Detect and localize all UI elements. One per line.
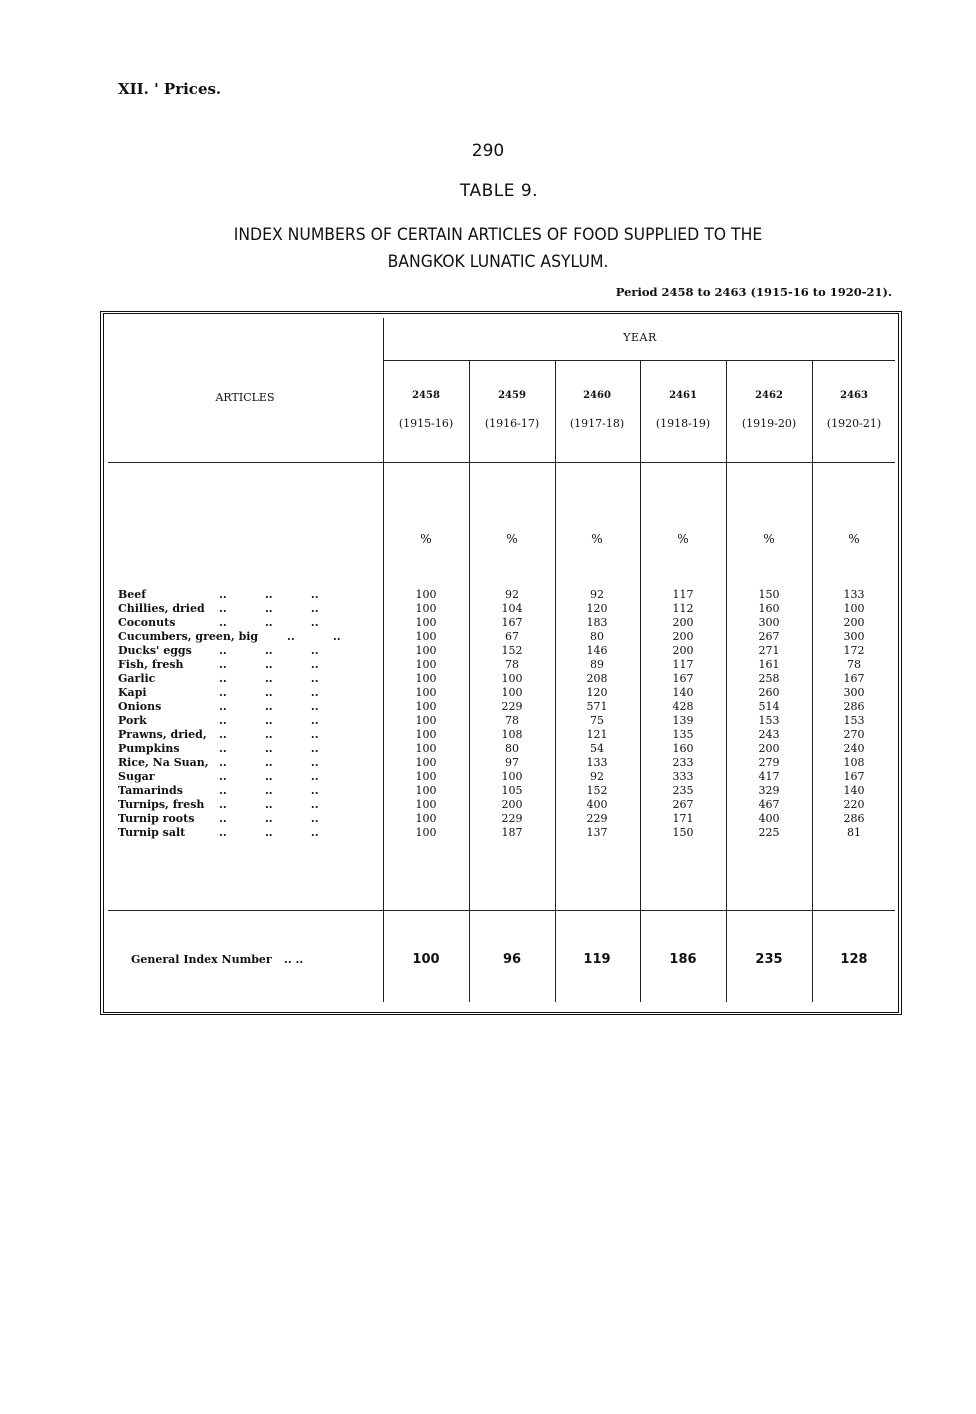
table-cell: 229 <box>501 700 523 713</box>
table-cell: 167 <box>843 672 865 685</box>
row-label: Ducks' eggs <box>118 644 192 657</box>
percent-unit: % <box>763 532 775 546</box>
row-label: Tamarinds <box>118 784 183 797</box>
table-cell: 240 <box>843 742 865 755</box>
table-cell: 229 <box>501 812 523 825</box>
table-cell: 171 <box>672 812 694 825</box>
table-cell: 220 <box>843 798 865 811</box>
row-label: Turnip roots <box>118 812 195 825</box>
year-header: YEAR <box>623 331 657 344</box>
table-cell: 100 <box>415 602 437 615</box>
row-label: Turnip salt <box>118 826 186 839</box>
table-cell: 135 <box>672 728 694 741</box>
table-cell: 78 <box>505 714 519 727</box>
row-leader-dots: .. .. .. <box>219 672 319 685</box>
table-cell: 208 <box>586 672 608 685</box>
row-leader-dots: .. .. .. <box>219 784 319 797</box>
title-line-1: INDEX NUMBERS OF CERTAIN ARTICLES OF FOOD SUPPLIED TO THE <box>233 225 763 245</box>
table-cell: 200 <box>672 644 694 657</box>
table-cell: 81 <box>847 826 861 839</box>
table-cell: 100 <box>415 728 437 741</box>
row-label: Fish, fresh <box>118 658 184 671</box>
year-be-label: 2462 <box>755 390 783 401</box>
row-label: Cucumbers, green, big <box>118 630 259 643</box>
table-cell: 200 <box>843 616 865 629</box>
row-leader-dots: .. .. .. <box>219 602 319 615</box>
table-cell: 54 <box>590 742 604 755</box>
table-cell: 100 <box>415 616 437 629</box>
table-cell: 225 <box>758 826 780 839</box>
table-cell: 229 <box>586 812 608 825</box>
general-index-dots: .. .. <box>284 953 304 966</box>
table-cell: 67 <box>505 630 519 643</box>
year-be-label: 2458 <box>412 390 440 401</box>
row-leader-dots: .. .. .. <box>219 714 319 727</box>
table-cell: 100 <box>415 588 437 601</box>
table-cell: 100 <box>415 798 437 811</box>
general-index-cell: 128 <box>840 952 868 967</box>
table-cell: 78 <box>847 658 861 671</box>
table-cell: 260 <box>758 686 780 699</box>
table-cell: 271 <box>758 644 780 657</box>
table-cell: 100 <box>501 686 523 699</box>
row-label: Pumpkins <box>118 742 180 755</box>
table-cell: 167 <box>501 616 523 629</box>
row-label: Onions <box>118 700 162 713</box>
table-cell: 286 <box>843 700 865 713</box>
row-leader-dots: .. .. .. <box>219 728 319 741</box>
table-cell: 153 <box>843 714 865 727</box>
table-cell: 104 <box>501 602 523 615</box>
table-cell: 161 <box>758 658 780 671</box>
table-cell: 400 <box>586 798 608 811</box>
table-cell: 92 <box>590 588 604 601</box>
table-cell: 243 <box>758 728 780 741</box>
table-cell: 120 <box>586 686 608 699</box>
table-cell: 270 <box>843 728 865 741</box>
row-label: Prawns, dried, <box>118 728 207 741</box>
row-leader-dots: .. .. <box>287 630 341 643</box>
table-cell: 258 <box>758 672 780 685</box>
general-index-cell: 119 <box>583 952 611 967</box>
table-cell: 139 <box>672 714 694 727</box>
page-number: 290 <box>471 141 505 161</box>
row-leader-dots: .. .. .. <box>219 658 319 671</box>
table-cell: 120 <box>586 602 608 615</box>
table-cell: 417 <box>758 770 780 783</box>
year-column-divider <box>555 361 556 1002</box>
row-label: Pork <box>118 714 147 727</box>
row-leader-dots: .. .. .. <box>219 798 319 811</box>
table-cell: 137 <box>586 826 608 839</box>
year-ce-label: (1916-17) <box>484 417 540 430</box>
table-cell: 200 <box>501 798 523 811</box>
table-cell: 100 <box>415 742 437 755</box>
percent-unit: % <box>591 532 603 546</box>
row-label: Turnips, fresh <box>118 798 205 811</box>
table-cell: 150 <box>758 588 780 601</box>
table-cell: 100 <box>415 826 437 839</box>
table-cell: 183 <box>586 616 608 629</box>
table-cell: 150 <box>672 826 694 839</box>
row-leader-dots: .. .. .. <box>219 700 319 713</box>
year-ce-label: (1920-21) <box>826 417 882 430</box>
table-cell: 100 <box>415 770 437 783</box>
table-cell: 117 <box>672 658 694 671</box>
row-label: Garlic <box>118 672 156 685</box>
row-leader-dots: .. .. .. <box>219 686 319 699</box>
body-rule <box>108 910 895 911</box>
table-cell: 200 <box>672 616 694 629</box>
year-column-divider <box>469 361 470 1002</box>
row-leader-dots: .. .. .. <box>219 812 319 825</box>
row-label: Coconuts <box>118 616 176 629</box>
table-cell: 200 <box>672 630 694 643</box>
table-cell: 160 <box>672 742 694 755</box>
row-leader-dots: .. .. .. <box>219 644 319 657</box>
table-cell: 100 <box>415 630 437 643</box>
row-leader-dots: .. .. .. <box>219 588 319 601</box>
table-cell: 100 <box>415 672 437 685</box>
year-be-label: 2463 <box>840 390 868 401</box>
table-cell: 286 <box>843 812 865 825</box>
table-cell: 187 <box>501 826 523 839</box>
table-cell: 300 <box>843 686 865 699</box>
table-cell: 100 <box>501 672 523 685</box>
row-leader-dots: .. .. .. <box>219 616 319 629</box>
table-cell: 146 <box>586 644 608 657</box>
section-heading: XII. ' Prices. <box>118 80 222 98</box>
table-cell: 78 <box>505 658 519 671</box>
year-ce-label: (1919-20) <box>741 417 797 430</box>
row-leader-dots: .. .. .. <box>219 826 319 839</box>
table-cell: 100 <box>415 644 437 657</box>
table-cell: 117 <box>672 588 694 601</box>
table-number: TABLE 9. <box>459 181 539 201</box>
table-cell: 233 <box>672 756 694 769</box>
year-column-divider <box>726 361 727 1002</box>
table-cell: 92 <box>590 770 604 783</box>
table-cell: 100 <box>415 784 437 797</box>
header-rule <box>108 462 895 463</box>
table-cell: 112 <box>672 602 694 615</box>
table-cell: 333 <box>672 770 694 783</box>
table-cell: 329 <box>758 784 780 797</box>
table-cell: 133 <box>586 756 608 769</box>
table-cell: 80 <box>505 742 519 755</box>
general-index-cell: 100 <box>412 952 440 967</box>
table-cell: 121 <box>586 728 608 741</box>
general-index-cell: 96 <box>502 952 522 967</box>
table-cell: 267 <box>672 798 694 811</box>
table-cell: 514 <box>758 700 780 713</box>
table-cell: 100 <box>415 700 437 713</box>
table-cell: 200 <box>758 742 780 755</box>
table-cell: 400 <box>758 812 780 825</box>
table-title <box>178 222 818 276</box>
row-label: Rice, Na Suan, <box>118 756 209 769</box>
year-column-divider <box>812 361 813 1002</box>
table-cell: 167 <box>672 672 694 685</box>
table-cell: 140 <box>843 784 865 797</box>
table-cell: 100 <box>415 812 437 825</box>
year-ce-label: (1917-18) <box>569 417 625 430</box>
table-cell: 172 <box>843 644 865 657</box>
articles-divider <box>383 318 384 1002</box>
table-cell: 428 <box>672 700 694 713</box>
general-index-cell: 235 <box>755 952 783 967</box>
table-cell: 108 <box>843 756 865 769</box>
percent-unit: % <box>420 532 432 546</box>
table-cell: 89 <box>590 658 604 671</box>
title-line-2: BANGKOK LUNATIC ASYLUM. <box>387 252 609 272</box>
row-label: Kapi <box>118 686 147 699</box>
table-cell: 133 <box>843 588 865 601</box>
table-cell: 153 <box>758 714 780 727</box>
row-leader-dots: .. .. .. <box>219 770 319 783</box>
row-leader-dots: .. .. .. <box>219 756 319 769</box>
year-column-divider <box>640 361 641 1002</box>
percent-unit: % <box>506 532 518 546</box>
row-label: Chillies, dried <box>118 602 205 615</box>
year-header-rule <box>383 360 895 361</box>
table-cell: 279 <box>758 756 780 769</box>
year-be-label: 2460 <box>583 390 611 401</box>
table-cell: 467 <box>758 798 780 811</box>
table-cell: 267 <box>758 630 780 643</box>
table-cell: 167 <box>843 770 865 783</box>
year-be-label: 2459 <box>498 390 526 401</box>
table-cell: 100 <box>415 686 437 699</box>
period-note: Period 2458 to 2463 (1915-16 to 1920-21). <box>615 285 892 299</box>
general-index-cell: 186 <box>669 952 697 967</box>
row-leader-dots: .. .. .. <box>219 742 319 755</box>
percent-unit: % <box>848 532 860 546</box>
table-cell: 152 <box>501 644 523 657</box>
table-cell: 235 <box>672 784 694 797</box>
year-be-label: 2461 <box>669 390 697 401</box>
table-cell: 300 <box>843 630 865 643</box>
table-cell: 100 <box>501 770 523 783</box>
table-cell: 105 <box>501 784 523 797</box>
general-index-label: General Index Number <box>131 953 272 966</box>
row-label: Sugar <box>118 770 155 783</box>
percent-unit: % <box>677 532 689 546</box>
table-cell: 100 <box>415 714 437 727</box>
table-cell: 92 <box>505 588 519 601</box>
articles-header: ARTICLES <box>215 391 275 404</box>
table-cell: 100 <box>415 658 437 671</box>
table-cell: 100 <box>843 602 865 615</box>
row-label: Beef <box>118 588 147 601</box>
table-cell: 300 <box>758 616 780 629</box>
table-cell: 140 <box>672 686 694 699</box>
table-cell: 571 <box>586 700 608 713</box>
year-ce-label: (1918-19) <box>655 417 711 430</box>
table-cell: 75 <box>590 714 604 727</box>
table-cell: 80 <box>590 630 604 643</box>
table-cell: 108 <box>501 728 523 741</box>
table-cell: 100 <box>415 756 437 769</box>
year-ce-label: (1915-16) <box>398 417 454 430</box>
table-cell: 97 <box>505 756 519 769</box>
table-cell: 152 <box>586 784 608 797</box>
table-cell: 160 <box>758 602 780 615</box>
